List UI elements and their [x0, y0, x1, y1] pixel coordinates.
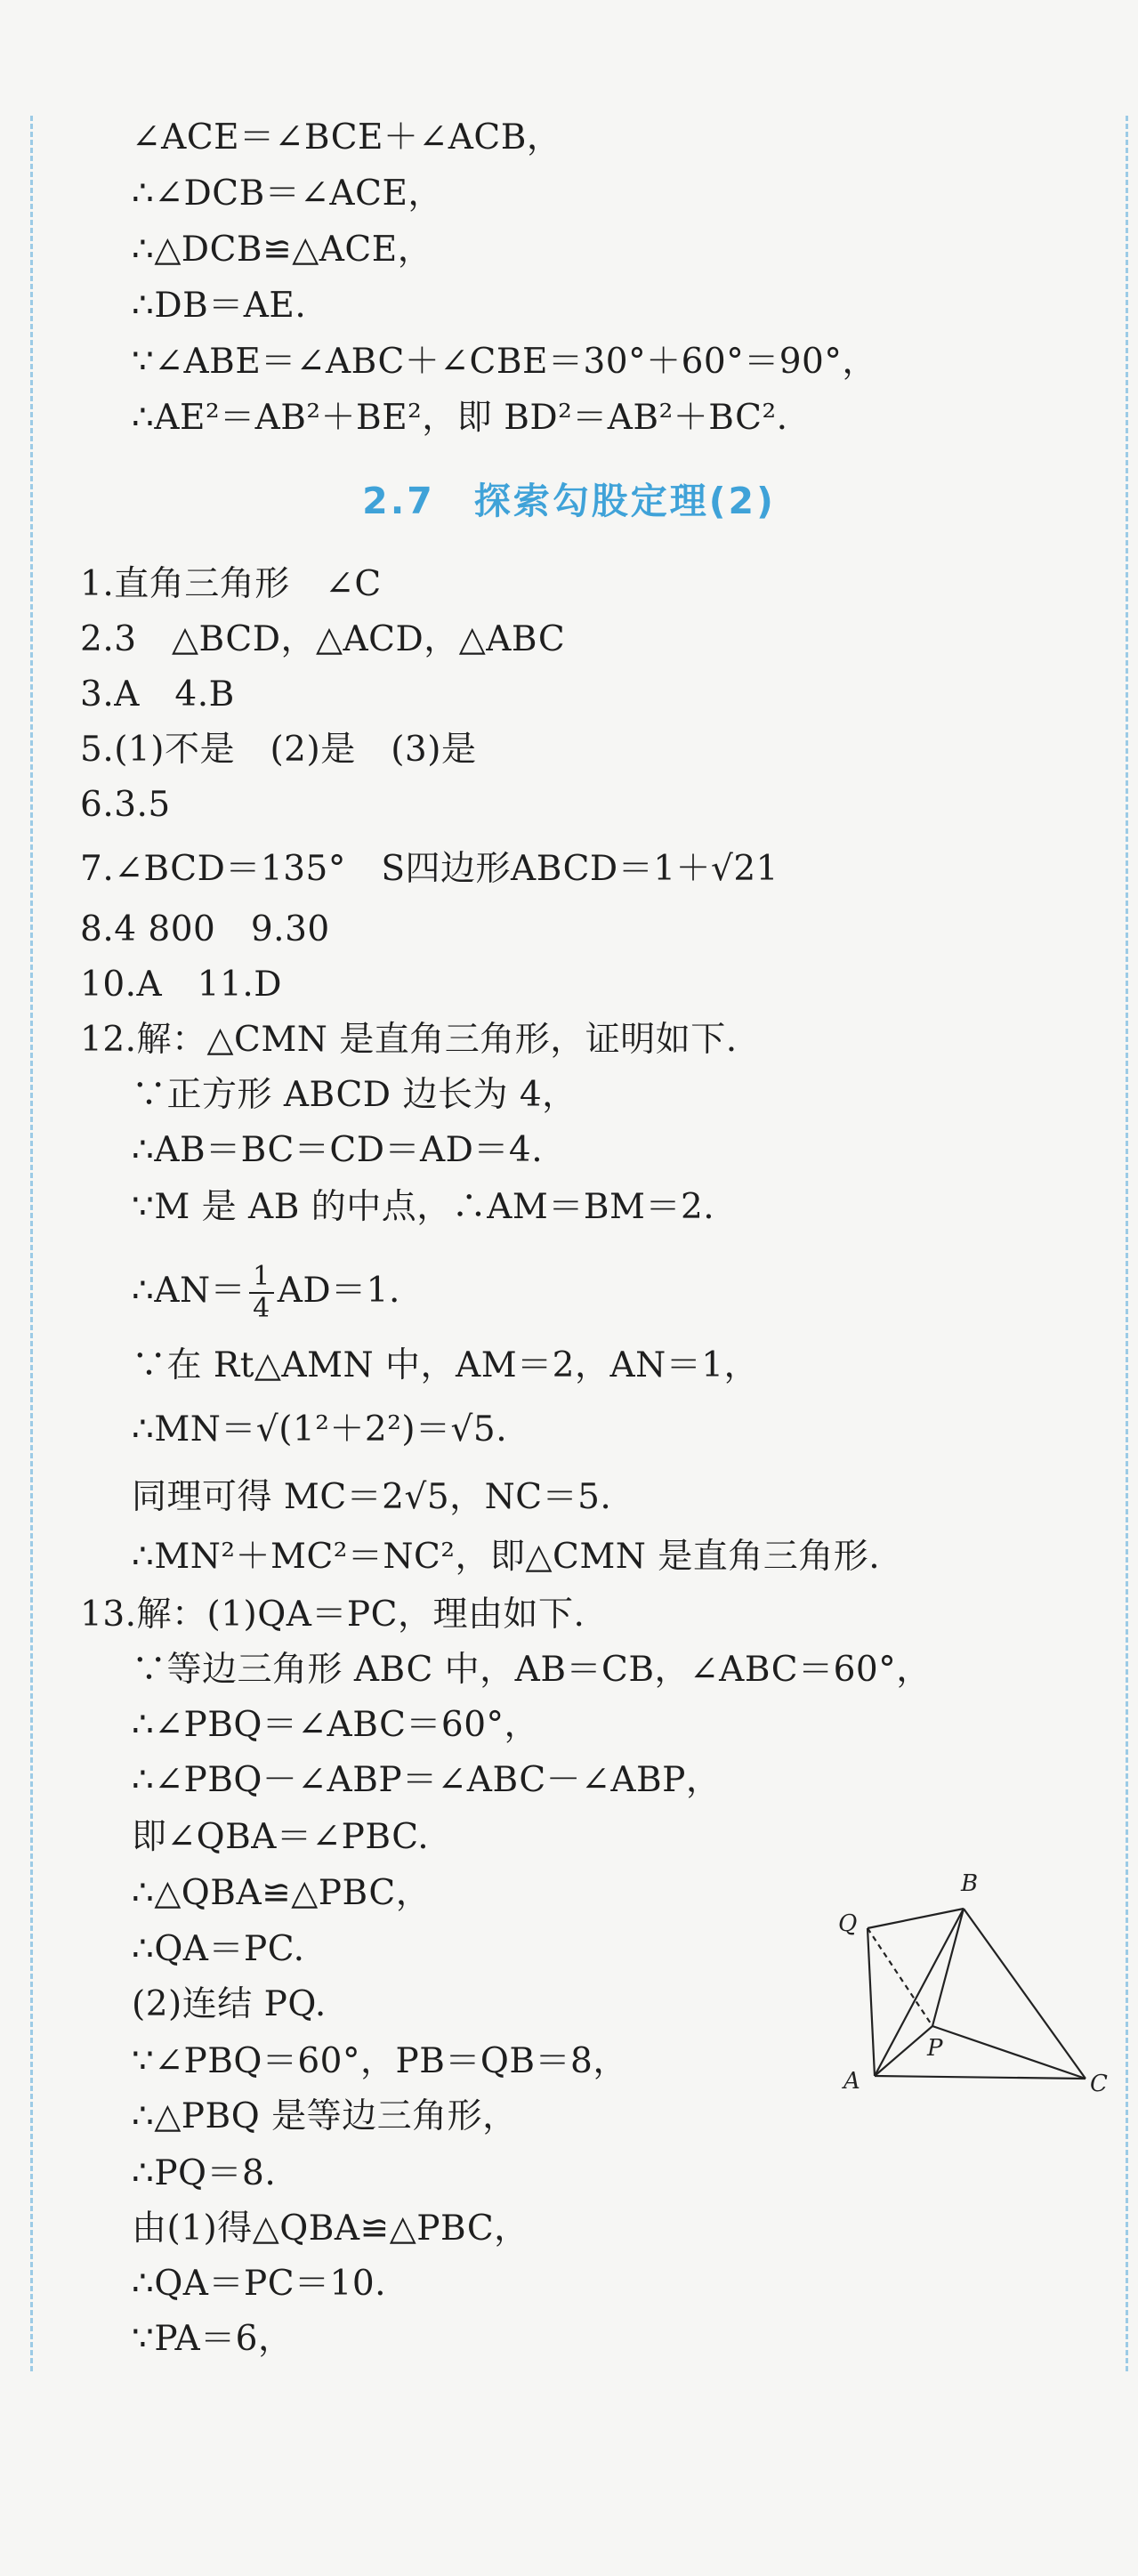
proof-line: (2)连结 PQ. [132, 1984, 327, 2024]
answer-line: 7.∠BCD＝135° S四边形ABCD＝1＋√21 [80, 849, 779, 889]
proof-line: ∴△PBQ 是等边三角形， [132, 2096, 518, 2136]
proof-line: ∴PQ＝8. [132, 2153, 277, 2193]
segment-BP [932, 1909, 964, 2026]
segment-PQ-dashed [868, 1928, 932, 2026]
answer-line: 8.4 800 9.30 [80, 909, 330, 949]
proof-line: ∵正方形 ABCD 边长为 4， [132, 1075, 577, 1115]
proof-line: ∴AB＝BC＝CD＝AD＝4. [132, 1130, 544, 1170]
proof-line: ∴QA＝PC＝10. [132, 2264, 387, 2304]
segment-QA [868, 1928, 875, 2076]
right-dashed-border [1126, 116, 1128, 2371]
label-B: B [961, 1870, 979, 1897]
answer-line: 1.直角三角形 ∠C [80, 564, 382, 604]
label-Q: Q [838, 1910, 858, 1937]
label-P: P [927, 2035, 943, 2062]
triangle-diagram [819, 1864, 1112, 2109]
label-C: C [1090, 2071, 1108, 2097]
fraction-prefix: ∴AN＝ [132, 1271, 246, 1311]
proof-line: ∴△QBA≌△PBC， [132, 1873, 432, 1913]
label-A: A [843, 2068, 860, 2095]
proof-line: ∴DB＝AE. [132, 286, 307, 326]
triangle-figure [819, 1864, 1112, 2109]
proof-line: ∴△DCB≌△ACE， [132, 230, 433, 270]
segment-AC [875, 2076, 1086, 2079]
proof-line: ∵PA＝6， [132, 2319, 294, 2359]
segment-AB [875, 1909, 964, 2076]
proof-line: ∵等边三角形 ABC 中，AB＝CB，∠ABC＝60°， [132, 1650, 932, 1690]
proof-line: 由(1)得△QBA≌△PBC， [132, 2209, 529, 2249]
proof-line-fraction [132, 1262, 400, 1324]
segment-BC [964, 1909, 1086, 2079]
proof-line: ∴MN²＋MC²＝NC²，即△CMN 是直角三角形. [132, 1537, 881, 1577]
left-dashed-border [30, 116, 33, 2371]
answer-line: 12.解：△CMN 是直角三角形，证明如下. [80, 1020, 738, 1060]
section-title: 2.7 探索勾股定理(2) [362, 480, 776, 522]
proof-line: ∠ACE＝∠BCE＋∠ACB， [132, 117, 562, 157]
proof-line: 即∠QBA＝∠PBC. [132, 1817, 430, 1857]
proof-line: ∵∠ABE＝∠ABC＋∠CBE＝30°＋60°＝90°， [132, 342, 877, 382]
answer-line: 13.解：(1)QA＝PC，理由如下. [80, 1595, 585, 1635]
proof-line: ∴∠PBQ＝∠ABC＝60°， [132, 1705, 540, 1745]
proof-line: 同理可得 MC＝2√5，NC＝5. [132, 1477, 612, 1517]
fraction-numerator: 1 [249, 1262, 274, 1294]
fraction-suffix: AD＝1. [277, 1271, 400, 1311]
answer-line: 5.(1)不是 (2)是 (3)是 [80, 730, 477, 770]
segment-PC [932, 2026, 1086, 2079]
answer-line: 2.3 △BCD，△ACD，△ABC [80, 619, 566, 659]
proof-line: ∴MN＝√(1²＋2²)＝√5. [132, 1409, 508, 1450]
proof-line: ∴∠PBQ－∠ABP＝∠ABC－∠ABP， [132, 1760, 722, 1800]
segment-AP [875, 2026, 932, 2076]
proof-line: ∴∠DCB＝∠ACE， [132, 174, 443, 214]
fraction-denominator: 4 [253, 1293, 270, 1324]
proof-line: ∵∠PBQ＝60°，PB＝QB＝8， [132, 2041, 628, 2081]
proof-line: ∵在 Rt△AMN 中，AM＝2，AN＝1， [132, 1345, 760, 1385]
answer-line: 3.A 4.B [80, 674, 235, 715]
proof-line: ∴AE²＝AB²＋BE²，即 BD²＝AB²＋BC². [132, 398, 788, 438]
proof-line: ∵M 是 AB 的中点，∴AM＝BM＝2. [132, 1187, 715, 1227]
proof-line: ∴QA＝PC. [132, 1929, 305, 1969]
answer-line: 6.3.5 [80, 785, 171, 825]
fraction-one-quarter [249, 1262, 274, 1324]
answer-line: 10.A 11.D [80, 965, 282, 1005]
segment-QB [868, 1909, 964, 1928]
